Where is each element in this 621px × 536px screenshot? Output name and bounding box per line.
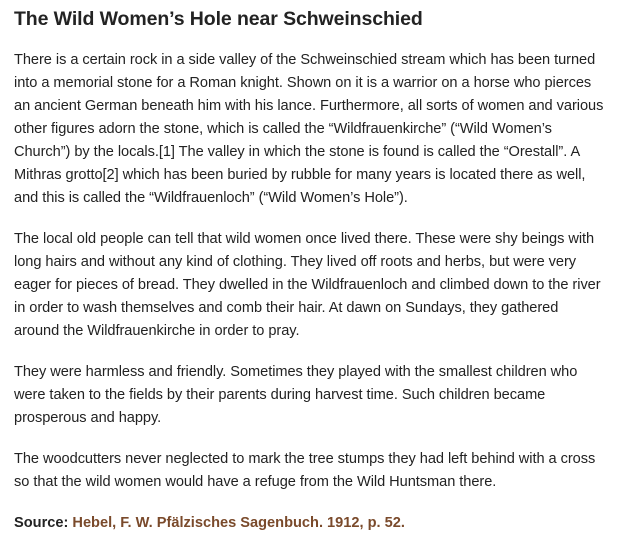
paragraph-2: The local old people can tell that wild women once lived there. These were shy beings with long hairs and without any kind of clothing. They lived off roots and herbs, but were very eager for pieces of bread. They dwelled in the Wildfrauenloch and climbed down to the river in order to wash themselves and comb their hair. At dawn on Sundays, they gathered around the Wildfrauenkirche in order to pray. bbox=[14, 231, 601, 339]
source-line bbox=[14, 512, 607, 535]
paragraph-1: There is a certain rock in a side valley of the Schweinschied stream which has been turned into a memorial stone for a Roman knight. Shown on it is a warrior on a horse who pierces an ancient German beneath him with his lance. Furthermore, all sorts of women and various other figures adorn the stone, which is called the “Wildfrauenkirche” (“Wild Women’s Church”) by the locals.[1] The valley in which the stone is found is called the “Orestall”. A Mithras grotto[2] which has been buried by rubble for many years is located there as well, and this is called the “Wildfrauenloch” (“Wild Women’s Hole”). bbox=[14, 52, 604, 206]
paragraph-4: The woodcutters never neglected to mark the tree stumps they had left behind with a cross so that the wild women would have a refuge from the Wild Huntsman there. bbox=[14, 451, 596, 490]
paragraph-3: They were harmless and friendly. Sometimes they played with the smallest children who were taken to the fields by their parents during harvest time. Such children became prosperous and happy. bbox=[14, 364, 578, 426]
source-link[interactable]: Hebel, F. W. Pfälzisches Sagenbuch. 1912, p. 52. bbox=[72, 515, 405, 531]
source-label: Source: bbox=[14, 515, 69, 531]
article-title: The Wild Women’s Hole near Schweinschied bbox=[14, 8, 423, 30]
